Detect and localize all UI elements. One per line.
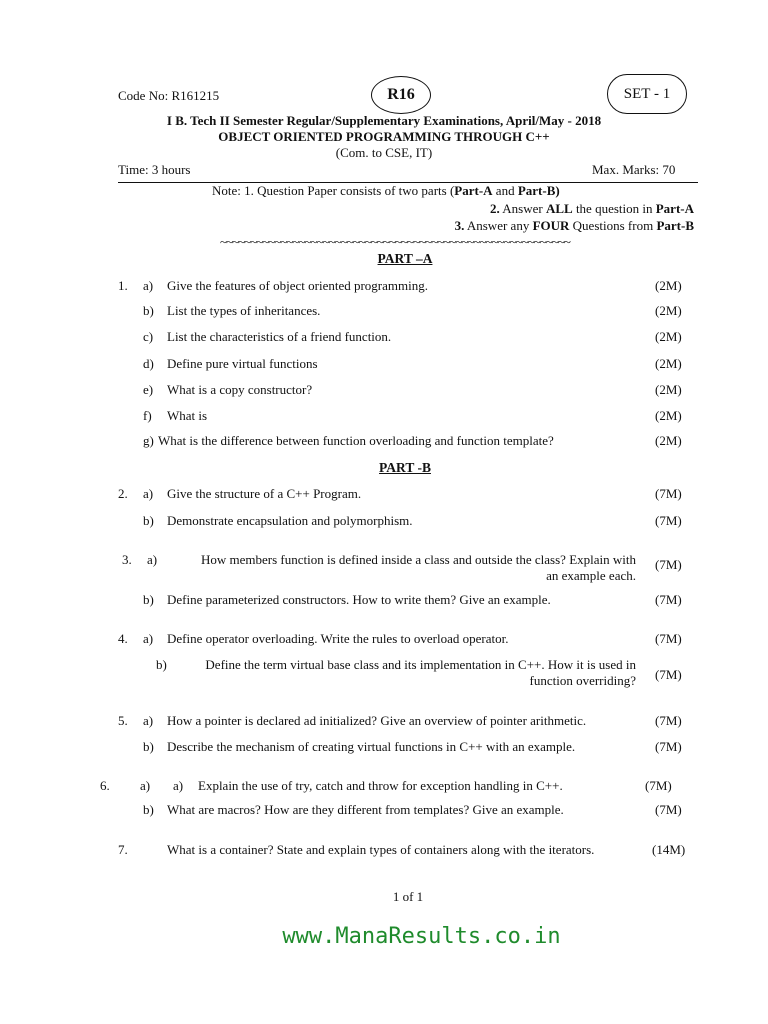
question-7-number: 7. bbox=[118, 842, 128, 857]
q4b-text-line-2: function overriding? bbox=[529, 673, 636, 688]
subject-title: OBJECT ORIENTED PROGRAMMING THROUGH C++ bbox=[218, 129, 550, 144]
q5b-label: b) bbox=[143, 739, 154, 754]
q3b-marks: (7M) bbox=[655, 592, 682, 607]
note-2-text-1: Answer bbox=[499, 201, 546, 216]
q3b-text: Define parameterized constructors. How to write them? Give an example. bbox=[167, 592, 551, 607]
q6a-label: a) bbox=[140, 778, 151, 793]
regulation-badge: R16 bbox=[371, 76, 431, 114]
note-3-part-b: Part-B bbox=[656, 218, 694, 233]
q1c-label: c) bbox=[143, 329, 154, 344]
q5a-text: How a pointer is declared ad initialized? Give an overview of pointer arithmetic. bbox=[167, 713, 587, 728]
q1f-marks: (2M) bbox=[655, 408, 682, 423]
q1c-text: List the characteristics of a friend function. bbox=[167, 329, 392, 344]
code-number: Code No: R161215 bbox=[118, 88, 220, 103]
q2a-marks: (7M) bbox=[655, 486, 682, 501]
q1f-label: f) bbox=[143, 408, 152, 423]
q2b-label: b) bbox=[143, 513, 154, 528]
q1f-text: What is bbox=[167, 408, 208, 423]
q6b-marks: (7M) bbox=[655, 802, 682, 817]
note-2-all: ALL bbox=[545, 201, 573, 216]
q1a-text: Give the features of object oriented programming. bbox=[167, 278, 428, 293]
q6a-text: Explain the use of try, catch and throw for exception handling in C++. bbox=[198, 778, 563, 793]
exam-title: I B. Tech II Semester Regular/Supplementary Examinations, April/May - 2018 bbox=[166, 113, 602, 128]
note-2-text-2: the question in bbox=[572, 201, 656, 216]
q1g-label: g) bbox=[143, 433, 154, 448]
q5a-marks: (7M) bbox=[655, 713, 682, 728]
note-1-and: and bbox=[492, 183, 518, 198]
note-3-text-1: Answer any bbox=[464, 218, 533, 233]
question-1-number: 1. bbox=[118, 278, 128, 293]
q6a-marks: (7M) bbox=[645, 778, 672, 793]
q3a-marks: (7M) bbox=[655, 557, 682, 572]
note-3-four: FOUR bbox=[532, 218, 570, 233]
q5b-marks: (7M) bbox=[655, 739, 682, 754]
q1b-label: b) bbox=[143, 303, 154, 318]
page-number: 1 of 1 bbox=[392, 889, 424, 904]
q7-text: What is a container? State and explain types of containers along with the iterators. bbox=[167, 842, 595, 857]
q1e-text: What is a copy constructor? bbox=[167, 382, 313, 397]
question-5-number: 5. bbox=[118, 713, 128, 728]
part-b-title: PART -B bbox=[379, 460, 431, 475]
q1e-marks: (2M) bbox=[655, 382, 682, 397]
note-3-number: 3. bbox=[454, 218, 465, 233]
q4a-text: Define operator overloading. Write the rules to overload operator. bbox=[167, 631, 509, 646]
time-allowed: Time: 3 hours bbox=[118, 162, 191, 177]
note-2-number: 2. bbox=[489, 201, 500, 216]
max-marks: Max. Marks: 70 bbox=[592, 162, 676, 177]
q1d-marks: (2M) bbox=[655, 356, 682, 371]
q1g-text: What is the difference between function overloading and function template? bbox=[158, 433, 554, 448]
question-2-number: 2. bbox=[118, 486, 128, 501]
q6b-label: b) bbox=[143, 802, 154, 817]
note-1 bbox=[212, 183, 560, 199]
note-3-text-2: Questions from bbox=[569, 218, 657, 233]
q1a-label: a) bbox=[143, 278, 154, 293]
note-1-prefix: Note: 1. Question Paper consists of two parts ( bbox=[212, 183, 455, 198]
q7-marks: (14M) bbox=[652, 842, 686, 857]
q4b-text-line-1: Define the term virtual base class and its implementation in C++. How it is used in bbox=[205, 657, 636, 672]
question-6-number: 6. bbox=[100, 778, 110, 793]
q3a-label: a) bbox=[147, 552, 158, 567]
q4a-label: a) bbox=[143, 631, 154, 646]
q3a-text-line-1: How members function is defined inside a class and outside the class? Explain with bbox=[200, 552, 636, 567]
part-a-title: PART –A bbox=[377, 251, 433, 266]
q5b-text: Describe the mechanism of creating virtual functions in C++ with an example. bbox=[167, 739, 576, 754]
q1d-text: Define pure virtual functions bbox=[167, 356, 318, 371]
q3b-label: b) bbox=[143, 592, 154, 607]
note-1-part-a: Part-A bbox=[454, 183, 493, 198]
q1g-marks: (2M) bbox=[655, 433, 682, 448]
q1e-label: e) bbox=[143, 382, 154, 397]
tilde-divider: ~~~~~~~~~~~~~~~~~~~~~~~~~~~~~~~~~~~~~~~~~~~~~~~~~~~~~~~~~~ bbox=[220, 234, 570, 249]
q2b-text: Demonstrate encapsulation and polymorphism. bbox=[167, 513, 413, 528]
q4b-label: b) bbox=[156, 657, 167, 672]
branches: (Com. to CSE, IT) bbox=[335, 145, 433, 160]
note-2-part-a: Part-A bbox=[655, 201, 694, 216]
q2a-text: Give the structure of a C++ Program. bbox=[167, 486, 362, 501]
q2b-marks: (7M) bbox=[655, 513, 682, 528]
note-3 bbox=[455, 218, 694, 234]
q1a-marks: (2M) bbox=[655, 278, 682, 293]
question-3-number: 3. bbox=[122, 552, 132, 567]
q6b-text: What are macros? How are they different from templates? Give an example. bbox=[167, 802, 564, 817]
q4a-marks: (7M) bbox=[655, 631, 682, 646]
q2a-label: a) bbox=[143, 486, 154, 501]
q1c-marks: (2M) bbox=[655, 329, 682, 344]
q1d-label: d) bbox=[143, 356, 154, 371]
q1b-marks: (2M) bbox=[655, 303, 682, 318]
set-badge: SET - 1 bbox=[607, 74, 687, 114]
q6a-inner-label: a) bbox=[173, 778, 184, 793]
q4b-marks: (7M) bbox=[655, 667, 682, 682]
q1b-text: List the types of inheritances. bbox=[167, 303, 321, 318]
q5a-label: a) bbox=[143, 713, 154, 728]
note-2 bbox=[490, 201, 694, 217]
note-1-part-b: Part-B) bbox=[517, 183, 560, 198]
website-link[interactable]: www.ManaResults.co.in bbox=[282, 924, 561, 949]
question-4-number: 4. bbox=[118, 631, 128, 646]
q3a-text-line-2: an example each. bbox=[546, 568, 636, 583]
